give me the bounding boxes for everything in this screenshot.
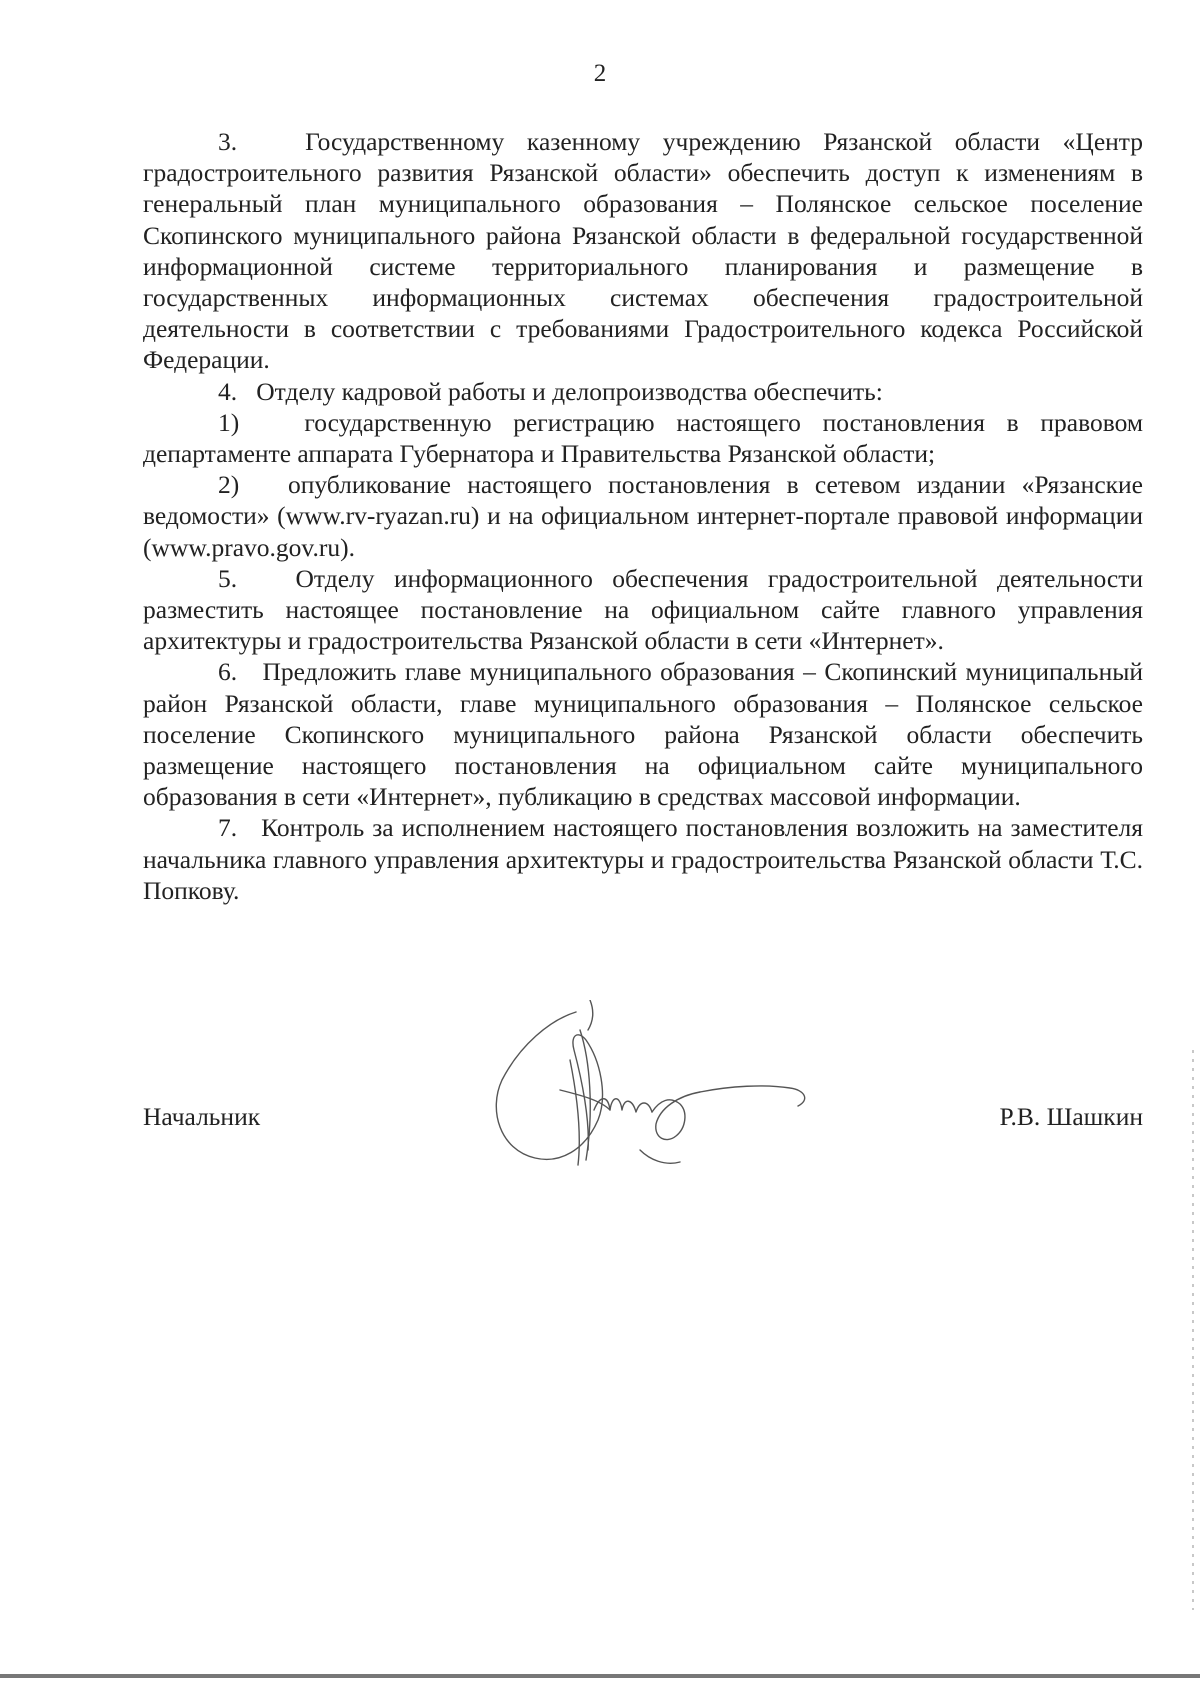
handwritten-signature <box>490 1000 850 1180</box>
paragraph-subitem-4-1: 1) государственную регистрацию настоящего постановления в правовом департаменте аппарата Губернатора и Правительства Рязанской области; <box>143 407 1143 469</box>
paragraph-subitem-4-2: 2) опубликование настоящего постановления в сетевом издании «Рязанские ведомости» (www.rv-ryazan.ru) и на официальном интернет-портале правовой информации (www.pravo.gov.ru). <box>143 470 1143 562</box>
paragraph-item-6: 6. Предложить главе муниципального образования – Скопинский муниципальный район Рязанской области, главе муниципального образования – Полянское сельское поселение Скопинского муниципального района Рязанской области обеспечить размещение настоящего постановления на официальном сайте муниципального образования в сети «Интернет», публикацию в средствах массовой информации. <box>143 657 1143 812</box>
signer-name: Р.В. Шашкин <box>999 1102 1143 1131</box>
scan-bottom-border <box>0 1674 1200 1678</box>
document-body <box>143 126 1143 906</box>
paragraph-item-3: 3. Государственному казенному учреждению Рязанской области «Центр градостроительного развития Рязанской области» обеспечить доступ к изменениям в генеральный план муниципального образования – Полянское сельское поселение Скопинского муниципального района Рязанской области в федеральной государственной информационной системе территориального планирования и размещение в государственных информационных системах обеспечения градостроительной деятельности в соответствии с требованиями Градостроительного кодекса Российской Федерации. <box>143 127 1143 375</box>
scan-edge-artifact <box>1192 1050 1194 1610</box>
signer-position: Начальник <box>143 1102 261 1131</box>
page-number: 2 <box>593 60 607 87</box>
paragraph-item-4: 4. Отделу кадровой работы и делопроизводства обеспечить: <box>218 376 883 406</box>
paragraph-item-5: 5. Отделу информационного обеспечения градостроительной деятельности разместить настоящее постановление на официальном сайте главного управления архитектуры и градостроительства Рязанской области в сети «Интернет». <box>143 563 1143 656</box>
paragraph-item-7: 7. Контроль за исполнением настоящего постановления возложить на заместителя начальника главного управления архитектуры и градостроительства Рязанской области Т.С. Попкову. <box>143 813 1143 905</box>
